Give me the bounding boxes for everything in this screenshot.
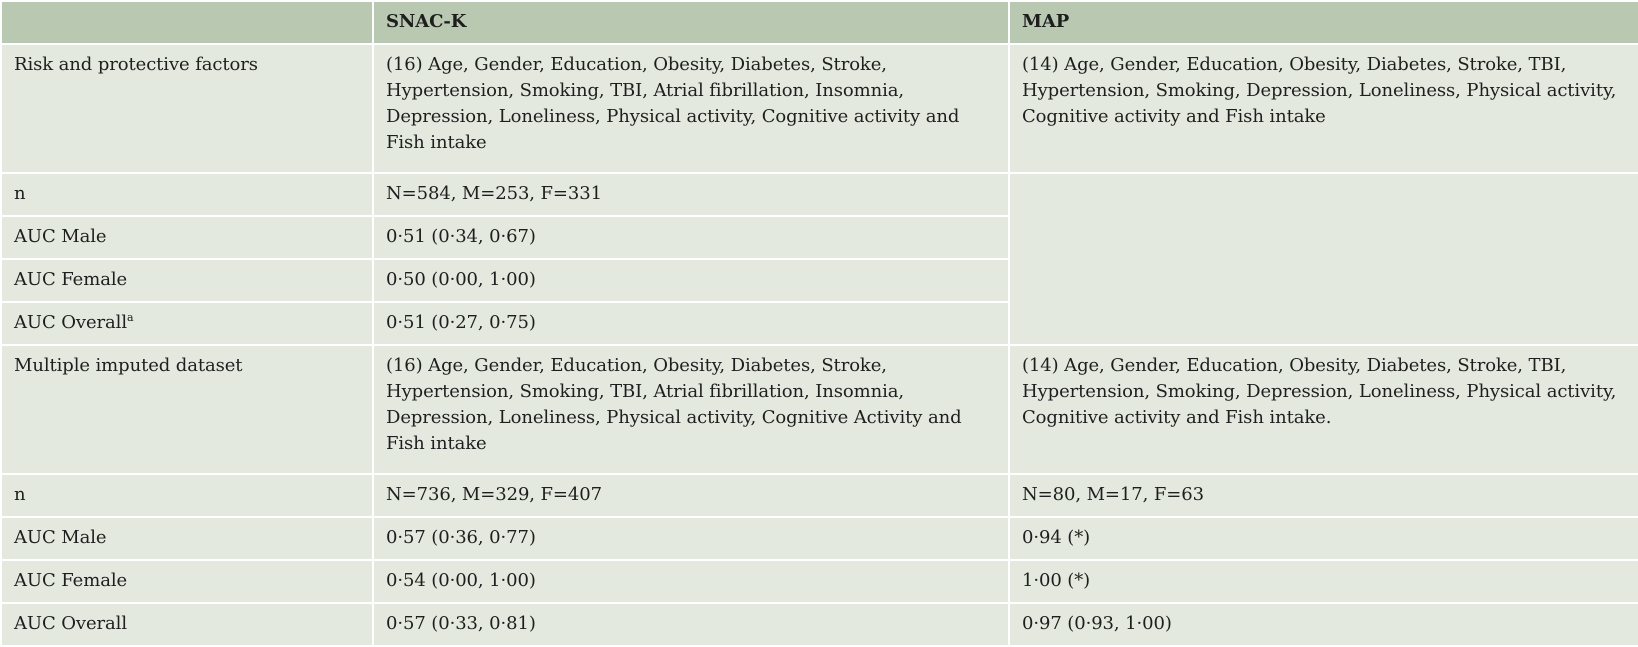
footnote-marker: a [127, 311, 134, 324]
map-cell: N=80, M=17, F=63 [1009, 474, 1638, 517]
map-cell: 1·00 (*) [1009, 560, 1638, 603]
table-row [1, 173, 1638, 216]
table-row [1, 517, 1638, 560]
row-label: AUC Overall [14, 312, 127, 333]
snack-cell: N=584, M=253, F=331 [373, 173, 1009, 216]
snack-cell: N=736, M=329, F=407 [373, 474, 1009, 517]
map-cell: (14) Age, Gender, Education, Obesity, Diabetes, Stroke, TBI, Hypertension, Smoking, Depression, Loneliness, Physical activity, Cognitive activity and Fish intake [1009, 44, 1638, 173]
table-row [1, 474, 1638, 517]
row-label-cell [1, 302, 373, 345]
row-label: AUC Male [1, 216, 373, 259]
snack-cell: 0·50 (0·00, 1·00) [373, 259, 1009, 302]
row-label: AUC Overall [1, 603, 373, 646]
row-label: Risk and protective factors [1, 44, 373, 173]
map-cell: (14) Age, Gender, Education, Obesity, Diabetes, Stroke, TBI, Hypertension, Smoking, Depression, Loneliness, Physical activity, Cognitive activity and Fish intake. [1009, 345, 1638, 474]
snack-cell: 0·54 (0·00, 1·00) [373, 560, 1009, 603]
map-cell: 0·94 (*) [1009, 517, 1638, 560]
map-cell: 0·97 (0·93, 1·00) [1009, 603, 1638, 646]
row-label: Multiple imputed dataset [1, 345, 373, 474]
row-label: AUC Female [1, 560, 373, 603]
row-label: n [1, 474, 373, 517]
snack-cell: 0·57 (0·33, 0·81) [373, 603, 1009, 646]
header-empty [1, 1, 373, 44]
table-row [1, 44, 1638, 173]
table-row [1, 560, 1638, 603]
header-map: MAP [1009, 1, 1638, 44]
row-label: AUC Male [1, 517, 373, 560]
row-label: n [1, 173, 373, 216]
snack-cell: (16) Age, Gender, Education, Obesity, Diabetes, Stroke, Hypertension, Smoking, TBI, Atrial fibrillation, Insomnia, Depression, Loneliness, Physical activity, Cognitive activity and Fish intake [373, 44, 1009, 173]
snack-cell: 0·57 (0·36, 0·77) [373, 517, 1009, 560]
map-cell-empty [1009, 173, 1638, 345]
snack-cell: (16) Age, Gender, Education, Obesity, Diabetes, Stroke, Hypertension, Smoking, TBI, Atrial fibrillation, Insomnia, Depression, Loneliness, Physical activity, Cognitive Activity and Fish intake [373, 345, 1009, 474]
snack-cell: 0·51 (0·34, 0·67) [373, 216, 1009, 259]
header-snack: SNAC-K [373, 1, 1009, 44]
snack-cell: 0·51 (0·27, 0·75) [373, 302, 1009, 345]
table-row [1, 603, 1638, 646]
header-row [1, 1, 1638, 44]
table-row [1, 345, 1638, 474]
row-label: AUC Female [1, 259, 373, 302]
